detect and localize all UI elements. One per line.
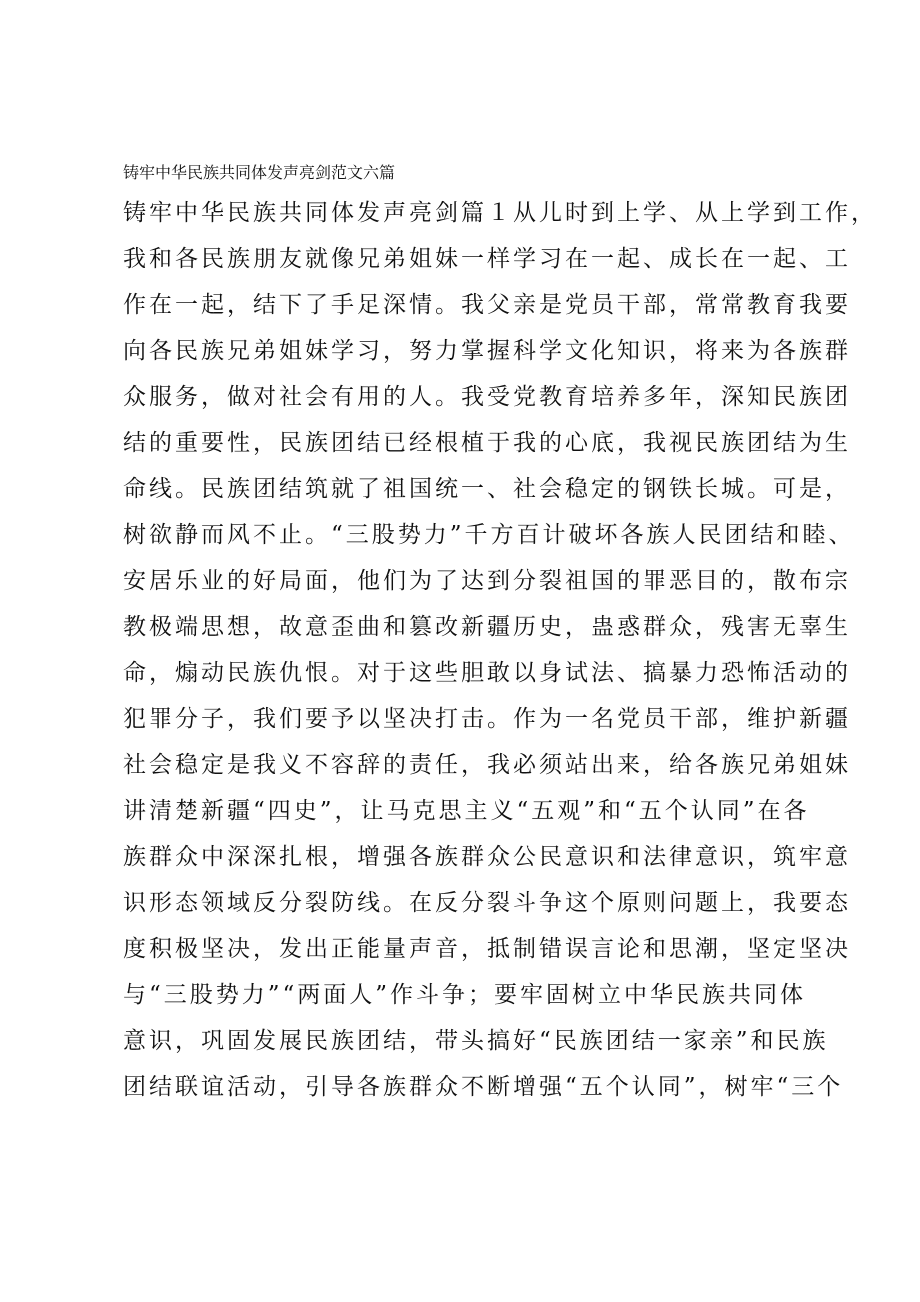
document-body	[123, 190, 877, 1110]
body-line: 安居乐业的好局面，他们为了达到分裂祖国的罪恶目的，散布宗	[123, 568, 851, 594]
body-line: 命，煽动民族仇恨。对于这些胆敢以身试法、搞暴力恐怖活动的	[123, 660, 851, 686]
body-line: 度积极坚决，发出正能量声音，抵制错误言论和思潮，坚定坚决	[123, 936, 851, 962]
body-line: 铸牢中华民族共同体发声亮剑篇１从儿时到上学、从上学到工作，	[123, 200, 877, 226]
body-line: 作在一起，结下了手足深情。我父亲是党员干部，常常教育我要	[123, 292, 851, 318]
body-line: 意识，巩固发展民族团结，带头搞好“民族团结一家亲”和民族	[123, 1028, 829, 1054]
body-line: 团结联谊活动，引导各族群众不断增强“五个认同”，树牢“三个	[123, 1074, 844, 1100]
body-line: 犯罪分子，我们要予以坚决打击。作为一名党员干部，维护新疆	[123, 706, 851, 732]
body-line: 讲清楚新疆“四史”，让马克思主义“五观”和“五个认同”在各	[123, 798, 810, 824]
body-line: 结的重要性，民族团结已经根植于我的心底，我视民族团结为生	[123, 430, 851, 456]
body-line: 族群众中深深扎根，增强各族群众公民意识和法律意识，筑牢意	[123, 844, 851, 870]
body-line: 与“三股势力”“两面人”作斗争；要牢固树立中华民族共同体	[123, 982, 807, 1008]
body-line: 识形态领域反分裂防线。在反分裂斗争这个原则问题上，我要态	[123, 890, 851, 916]
body-line: 命线。民族团结筑就了祖国统一、社会稳定的钢铁长城。可是，	[123, 476, 851, 502]
document-title: 铸牢中华民族共同体发声亮剑范文六篇	[123, 163, 396, 182]
body-line: 众服务，做对社会有用的人。我受党教育培养多年，深知民族团	[123, 384, 851, 410]
body-line: 树欲静而风不止。“三股势力”千方百计破坏各族人民团结和睦、	[123, 522, 855, 548]
body-line: 教极端思想，故意歪曲和篡改新疆历史，蛊惑群众，残害无辜生	[123, 614, 851, 640]
body-line: 我和各民族朋友就像兄弟姐妹一样学习在一起、成长在一起、工	[123, 246, 851, 272]
body-line: 向各民族兄弟姐妹学习，努力掌握科学文化知识，将来为各族群	[123, 338, 851, 364]
body-line: 社会稳定是我义不容辞的责任，我必须站出来，给各族兄弟姐妹	[123, 752, 851, 778]
